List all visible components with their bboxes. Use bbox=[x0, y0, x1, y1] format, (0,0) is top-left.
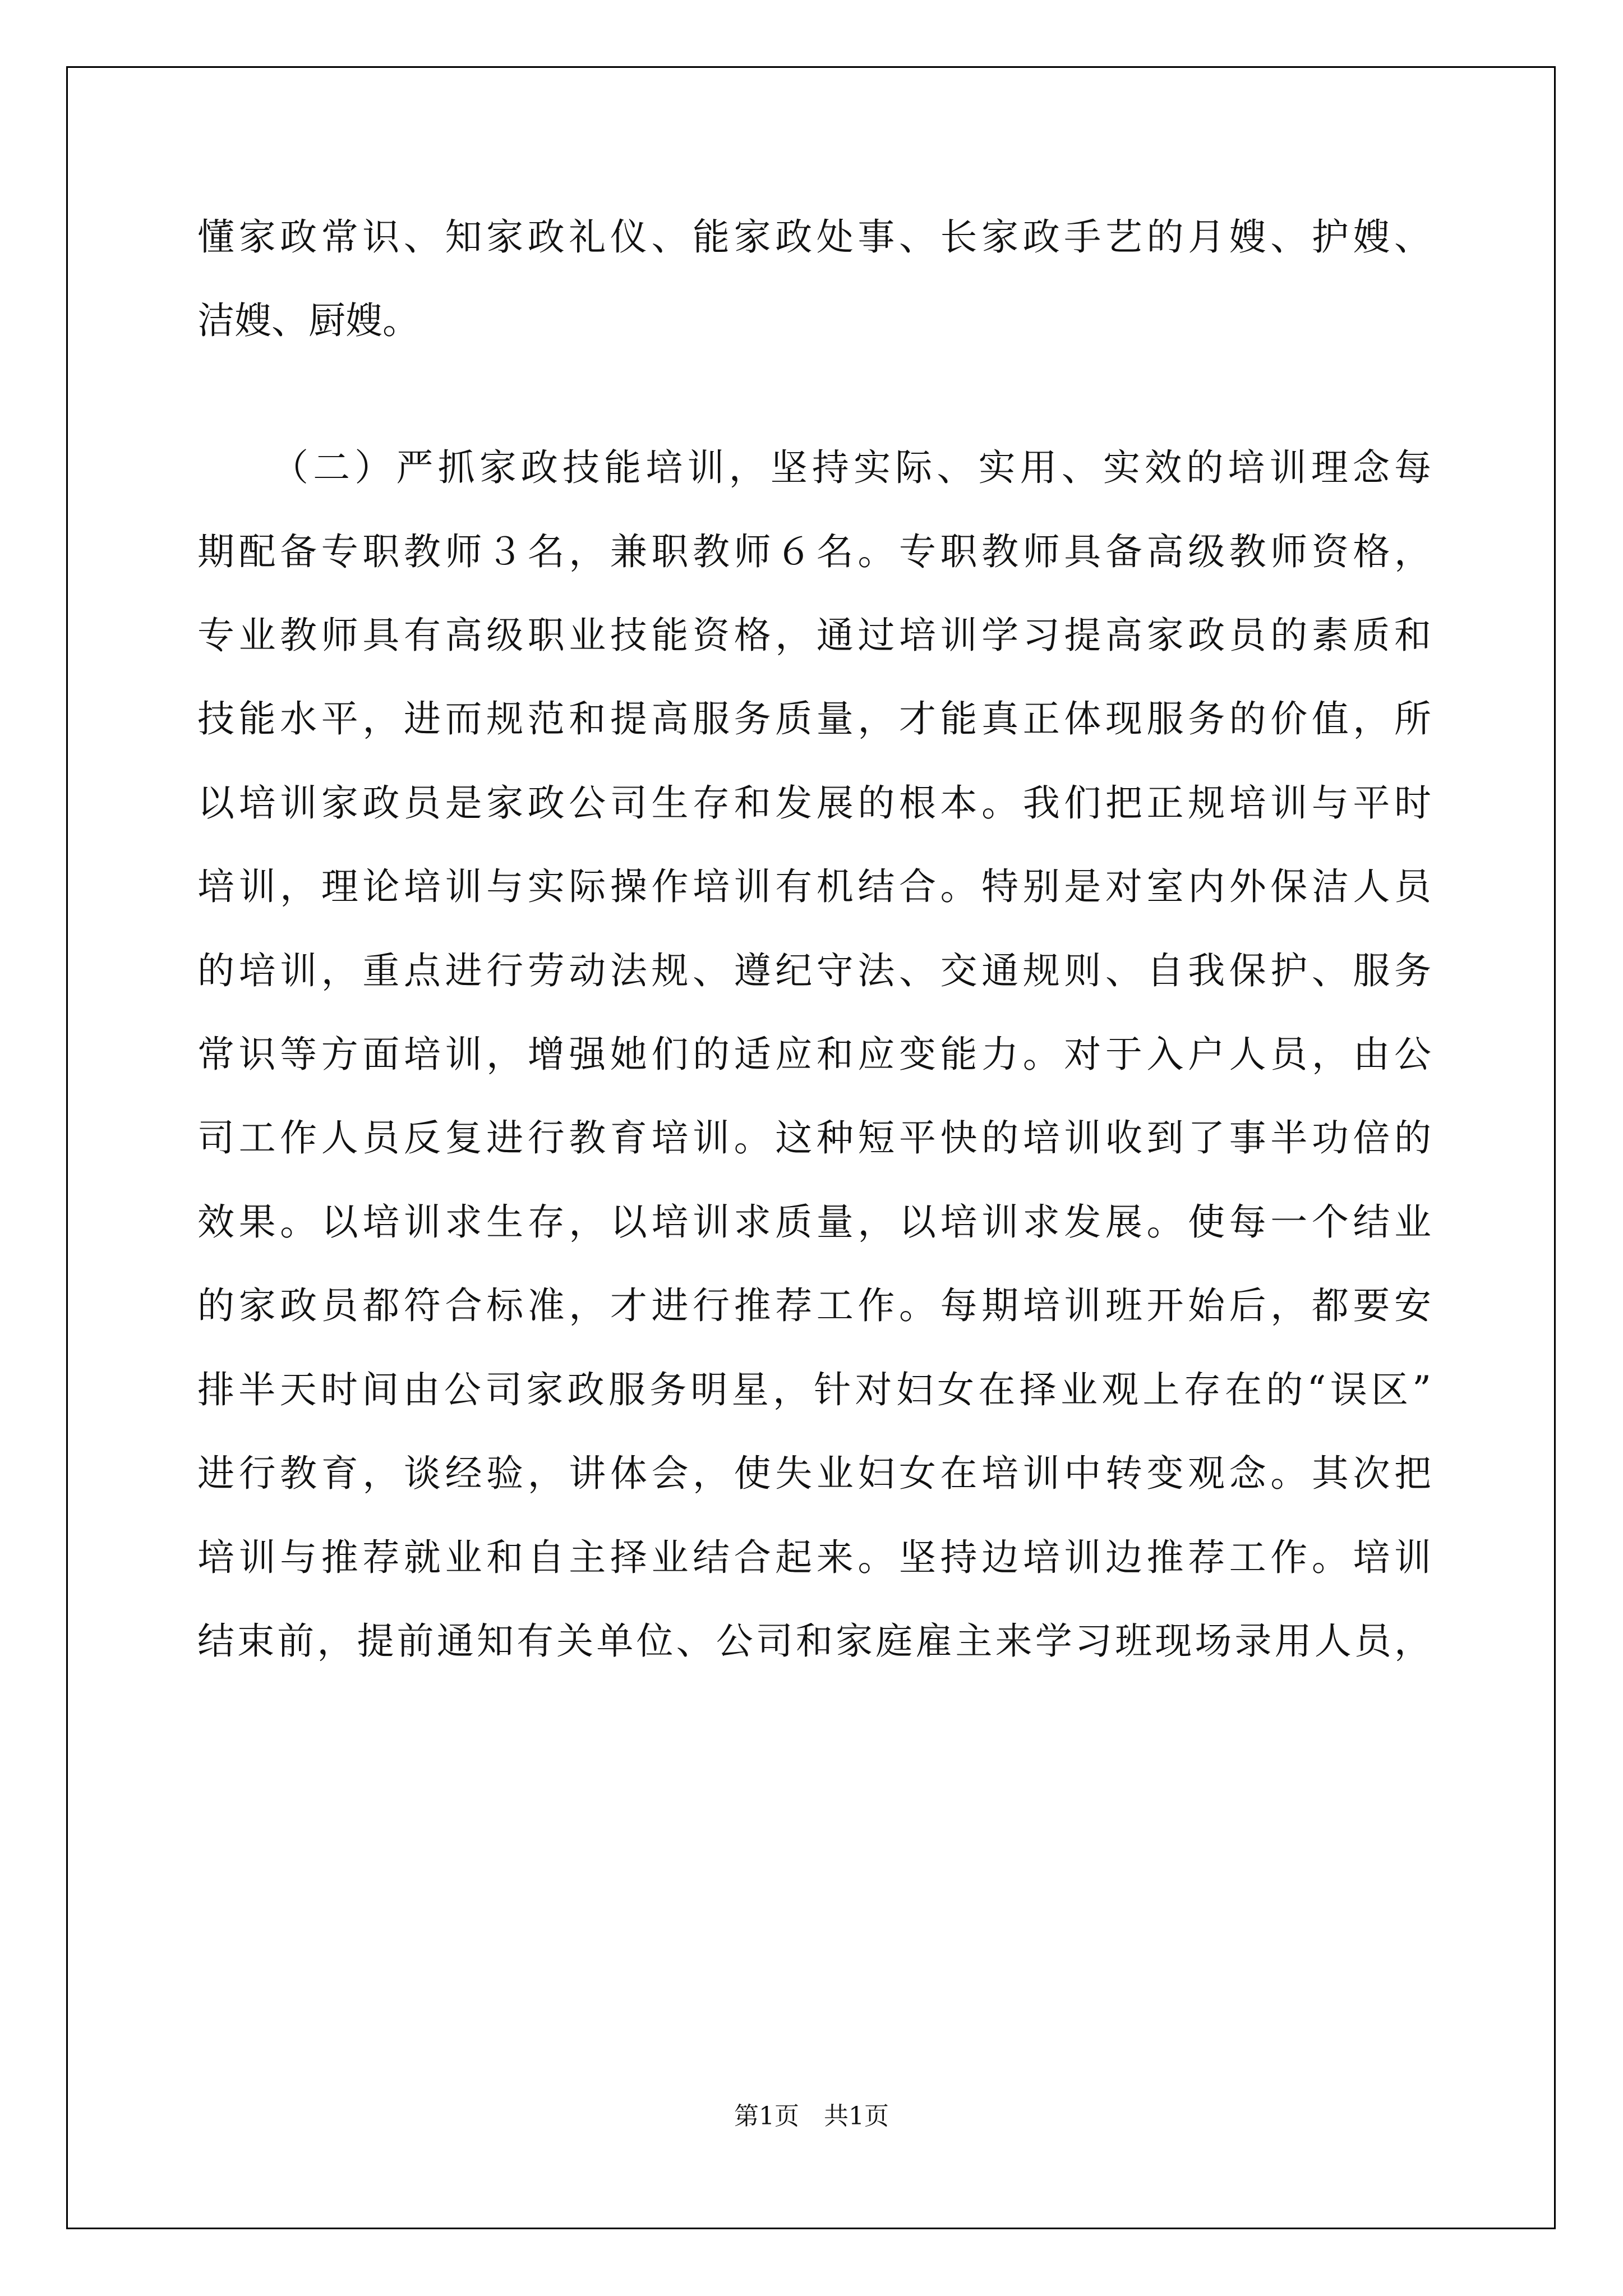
body-line-5: 专业教师具有高级职业技能资格，通过培训学习提高家政员的素质和 bbox=[197, 614, 1431, 657]
body-line-10: 常识等方面培训，增强她们的适应和应变能力。对于入户人员，由公 bbox=[197, 1033, 1431, 1076]
body-line-13: 的家政员都符合标准，才进行推荐工作。每期培训班开始后，都要安 bbox=[197, 1284, 1431, 1327]
body-line-14: 排半天时间由公司家政服务明星，针对妇女在择业观上存在的“误区” bbox=[197, 1368, 1431, 1411]
body-line-11: 司工作人员反复进行教育培训。这种短平快的培训收到了事半功倍的 bbox=[197, 1116, 1431, 1159]
page-number: 第1页 共1页 bbox=[734, 2102, 889, 2131]
body-line-12: 效果。以培训求生存，以培训求质量，以培训求发展。使每一个结业 bbox=[197, 1200, 1431, 1244]
body-line-1: 懂家政常识、知家政礼仪、能家政处事、长家政手艺的月嫂、护嫂、 bbox=[197, 215, 1431, 259]
body-line-4: 期配备专职教师３名，兼职教师６名。专职教师具备高级教师资格， bbox=[197, 530, 1431, 573]
body-line-6: 技能水平，进而规范和提高服务质量，才能真正体现服务的价值，所 bbox=[197, 697, 1431, 740]
body-line-8: 培训，理论培训与实际操作培训有机结合。特别是对室内外保洁人员 bbox=[197, 865, 1431, 908]
body-line-7: 以培训家政员是家政公司生存和发展的根本。我们把正规培训与平时 bbox=[197, 781, 1431, 825]
body-line-15: 进行教育，谈经验，讲体会，使失业妇女在培训中转变观念。其次把 bbox=[197, 1452, 1431, 1495]
body-line-16: 培训与推荐就业和自主择业结合起来。坚持边培训边推荐工作。培训 bbox=[197, 1536, 1431, 1579]
body-line-3: （二）严抓家政技能培训，坚持实际、实用、实效的培训理念每 bbox=[271, 446, 1431, 489]
body-line-2: 洁嫂、厨嫂。 bbox=[197, 299, 419, 342]
body-line-17: 结束前，提前通知有关单位、公司和家庭雇主来学习班现场录用人员， bbox=[197, 1619, 1431, 1663]
body-line-9: 的培训，重点进行劳动法规、遵纪守法、交通规则、自我保护、服务 bbox=[197, 949, 1431, 992]
page-footer bbox=[0, 2101, 1623, 2132]
